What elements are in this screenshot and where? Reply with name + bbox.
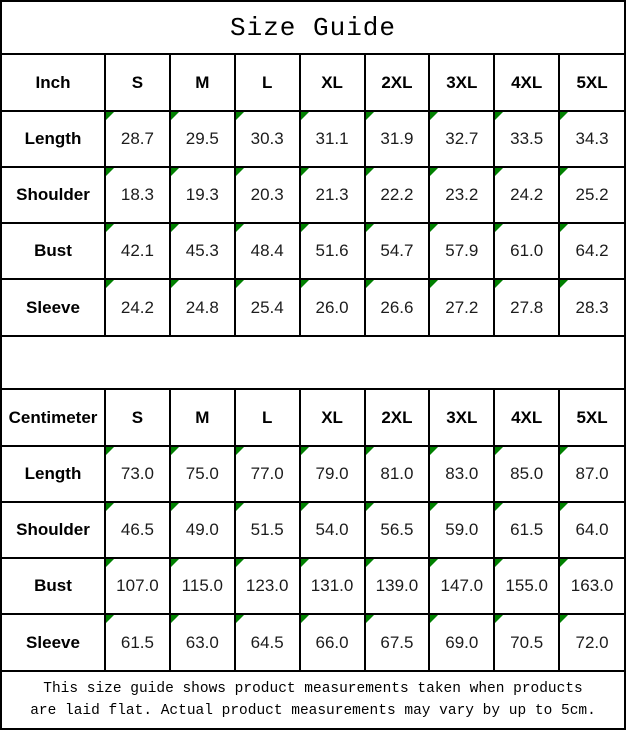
measurement-value-cell — [429, 502, 494, 558]
measurement-value: 72.0 — [575, 632, 609, 652]
green-corner-marker-icon — [495, 559, 503, 567]
measurement-value-cell — [429, 111, 494, 167]
measurement-value-cell — [170, 111, 235, 167]
measurement-value: 54.7 — [380, 241, 414, 260]
green-corner-marker-icon — [301, 559, 309, 567]
measurement-value-cell — [494, 446, 559, 502]
green-corner-marker-icon — [495, 280, 503, 288]
table-row — [2, 614, 624, 670]
inch-size-table — [2, 55, 624, 335]
measurement-value: 64.5 — [250, 632, 284, 652]
measurement-value: 45.3 — [185, 241, 219, 260]
green-corner-marker-icon — [236, 224, 244, 232]
measurement-value: 73.0 — [120, 464, 154, 483]
size-column-header: XL — [300, 390, 365, 446]
green-corner-marker-icon — [301, 280, 309, 288]
measurement-value: 56.5 — [380, 520, 414, 539]
size-column-header: L — [235, 55, 300, 111]
measurement-value-cell — [559, 446, 624, 502]
measurement-value-cell — [170, 614, 235, 670]
measurement-value: 61.5 — [510, 520, 544, 539]
green-corner-marker-icon — [366, 112, 374, 120]
measurement-value: 107.0 — [116, 576, 159, 595]
measurement-label-cell: Bust — [2, 558, 105, 614]
measurement-value: 51.6 — [315, 241, 349, 260]
measurement-value-cell — [494, 279, 559, 335]
measurement-value: 27.2 — [445, 297, 479, 317]
measurement-value: 24.2 — [120, 297, 154, 317]
measurement-value: 18.3 — [120, 185, 154, 204]
measurement-value: 57.9 — [445, 241, 479, 260]
green-corner-marker-icon — [171, 559, 179, 567]
measurement-value: 31.9 — [380, 129, 414, 148]
measurement-value: 32.7 — [445, 129, 479, 148]
green-corner-marker-icon — [171, 224, 179, 232]
measurement-value-cell — [105, 446, 170, 502]
measurement-value: 67.5 — [380, 632, 414, 652]
measurement-value-cell — [300, 502, 365, 558]
measurement-value: 163.0 — [570, 576, 614, 595]
measurement-value-cell — [235, 558, 300, 614]
table-row — [2, 111, 624, 167]
green-corner-marker-icon — [560, 112, 568, 120]
measurement-value-cell — [235, 223, 300, 279]
measurement-value-cell — [365, 558, 430, 614]
green-corner-marker-icon — [430, 559, 438, 567]
measurement-value: 87.0 — [575, 464, 609, 483]
measurement-value: 26.0 — [315, 297, 349, 317]
measurement-value: 54.0 — [315, 520, 349, 539]
measurement-value-cell — [235, 279, 300, 335]
measurement-value-cell — [105, 167, 170, 223]
measurement-value: 69.0 — [445, 632, 479, 652]
size-column-header: M — [170, 390, 235, 446]
measurement-value: 29.5 — [185, 129, 219, 148]
measurement-value-cell — [559, 167, 624, 223]
green-corner-marker-icon — [171, 503, 179, 511]
size-column-header: M — [170, 55, 235, 111]
measurement-value-cell — [365, 446, 430, 502]
size-column-header: L — [235, 390, 300, 446]
measurement-value-cell — [170, 279, 235, 335]
measurement-value-cell — [300, 167, 365, 223]
green-corner-marker-icon — [430, 224, 438, 232]
green-corner-marker-icon — [301, 224, 309, 232]
green-corner-marker-icon — [366, 447, 374, 455]
measurement-value: 30.3 — [250, 129, 284, 148]
measurement-value-cell — [300, 446, 365, 502]
green-corner-marker-icon — [236, 168, 244, 176]
measurement-value: 48.4 — [250, 241, 284, 260]
size-column-header: 5XL — [559, 390, 624, 446]
measurement-value-cell — [300, 614, 365, 670]
green-corner-marker-icon — [495, 224, 503, 232]
green-corner-marker-icon — [106, 168, 114, 176]
measurement-value: 22.2 — [380, 185, 414, 204]
measurement-value: 83.0 — [445, 464, 479, 483]
measurement-value-cell — [105, 223, 170, 279]
green-corner-marker-icon — [106, 503, 114, 511]
size-column-header: 3XL — [429, 55, 494, 111]
measurement-value: 26.6 — [380, 297, 414, 317]
measurement-value: 21.3 — [315, 185, 349, 204]
green-corner-marker-icon — [301, 447, 309, 455]
measurement-value-cell — [365, 279, 430, 335]
green-corner-marker-icon — [560, 447, 568, 455]
green-corner-marker-icon — [560, 503, 568, 511]
green-corner-marker-icon — [366, 168, 374, 176]
measurement-value-cell — [559, 558, 624, 614]
measurement-value: 139.0 — [375, 576, 419, 595]
green-corner-marker-icon — [236, 615, 244, 623]
measurement-value-cell — [494, 502, 559, 558]
measurement-value-cell — [429, 446, 494, 502]
green-corner-marker-icon — [366, 615, 374, 623]
unit-header-cell: Centimeter — [2, 390, 105, 446]
green-corner-marker-icon — [430, 615, 438, 623]
measurement-value: 64.0 — [575, 520, 609, 539]
table-divider-spacer — [2, 335, 624, 390]
measurement-value-cell — [365, 167, 430, 223]
measurement-value: 59.0 — [445, 520, 479, 539]
measurement-value-cell — [235, 614, 300, 670]
green-corner-marker-icon — [366, 224, 374, 232]
measurement-value-cell — [365, 223, 430, 279]
measurement-value: 51.5 — [250, 520, 284, 539]
measurement-value-cell — [559, 279, 624, 335]
measurement-label-cell: Shoulder — [2, 502, 105, 558]
measurement-value-cell — [365, 111, 430, 167]
green-corner-marker-icon — [430, 503, 438, 511]
measurement-value-cell — [559, 223, 624, 279]
footer-note-line: are laid flat. Actual product measurements may vary by up to 5cm. — [30, 703, 596, 719]
size-column-header: 3XL — [429, 390, 494, 446]
measurement-value: 85.0 — [510, 464, 544, 483]
measurement-value-cell — [105, 614, 170, 670]
green-corner-marker-icon — [171, 168, 179, 176]
measurement-value-cell — [300, 558, 365, 614]
measurement-label-cell: Length — [2, 111, 105, 167]
measurement-value: 64.2 — [575, 241, 609, 260]
measurement-value: 70.5 — [510, 632, 544, 652]
measurement-value-cell — [494, 167, 559, 223]
size-column-header: S — [105, 390, 170, 446]
measurement-value-cell — [429, 279, 494, 335]
measurement-value: 19.3 — [185, 185, 219, 204]
measurement-value-cell — [235, 502, 300, 558]
centimeter-size-table — [2, 390, 624, 670]
measurement-value-cell — [235, 167, 300, 223]
green-corner-marker-icon — [301, 503, 309, 511]
green-corner-marker-icon — [236, 112, 244, 120]
green-corner-marker-icon — [560, 280, 568, 288]
green-corner-marker-icon — [301, 615, 309, 623]
measurement-value-cell — [105, 279, 170, 335]
title-row — [2, 2, 624, 55]
table-row — [2, 223, 624, 279]
green-corner-marker-icon — [430, 112, 438, 120]
green-corner-marker-icon — [106, 615, 114, 623]
green-corner-marker-icon — [366, 280, 374, 288]
measurement-value: 79.0 — [315, 464, 349, 483]
measurement-value: 42.1 — [120, 241, 154, 260]
measurement-value: 28.7 — [120, 129, 154, 148]
measurement-value: 63.0 — [185, 632, 219, 652]
measurement-value: 27.8 — [510, 297, 544, 317]
green-corner-marker-icon — [495, 168, 503, 176]
measurement-value-cell — [300, 111, 365, 167]
measurement-value: 147.0 — [440, 576, 484, 595]
measurement-label-cell: Sleeve — [2, 279, 105, 335]
measurement-value: 23.2 — [445, 185, 479, 204]
measurement-value: 28.3 — [575, 297, 609, 317]
measurement-value-cell — [365, 614, 430, 670]
measurement-value-cell — [105, 558, 170, 614]
measurement-value-cell — [170, 446, 235, 502]
measurement-value: 46.5 — [120, 520, 154, 539]
measurement-value: 123.0 — [245, 576, 289, 595]
measurement-value: 81.0 — [380, 464, 414, 483]
measurement-value: 49.0 — [185, 520, 219, 539]
green-corner-marker-icon — [106, 280, 114, 288]
green-corner-marker-icon — [430, 280, 438, 288]
table-row — [2, 502, 624, 558]
green-corner-marker-icon — [495, 112, 503, 120]
measurement-label-cell: Shoulder — [2, 167, 105, 223]
size-column-header: S — [105, 55, 170, 111]
table-row — [2, 446, 624, 502]
green-corner-marker-icon — [495, 615, 503, 623]
measurement-label-cell: Sleeve — [2, 614, 105, 670]
green-corner-marker-icon — [236, 559, 244, 567]
measurement-value: 131.0 — [310, 576, 354, 595]
measurement-value-cell — [170, 167, 235, 223]
measurement-value: 31.1 — [315, 129, 349, 148]
green-corner-marker-icon — [366, 503, 374, 511]
footer-note-line: This size guide shows product measurements taken when products — [43, 681, 583, 697]
measurement-value: 33.5 — [510, 129, 544, 148]
measurement-value: 155.0 — [505, 576, 548, 595]
page-title: Size Guide — [229, 12, 397, 43]
measurement-value-cell — [494, 111, 559, 167]
green-corner-marker-icon — [171, 615, 179, 623]
green-corner-marker-icon — [171, 112, 179, 120]
green-corner-marker-icon — [106, 112, 114, 120]
measurement-label-cell: Length — [2, 446, 105, 502]
table-row — [2, 279, 624, 335]
measurement-value: 77.0 — [250, 464, 284, 483]
measurement-value-cell — [105, 502, 170, 558]
green-corner-marker-icon — [495, 503, 503, 511]
green-corner-marker-icon — [301, 168, 309, 176]
measurement-value-cell — [494, 223, 559, 279]
green-corner-marker-icon — [171, 280, 179, 288]
green-corner-marker-icon — [430, 447, 438, 455]
green-corner-marker-icon — [495, 447, 503, 455]
size-column-header: 4XL — [494, 390, 559, 446]
measurement-value-cell — [559, 614, 624, 670]
green-corner-marker-icon — [106, 224, 114, 232]
measurement-value: 61.5 — [120, 632, 154, 652]
green-corner-marker-icon — [560, 168, 568, 176]
measurement-value-cell — [429, 223, 494, 279]
measurement-value-cell — [170, 558, 235, 614]
green-corner-marker-icon — [236, 280, 244, 288]
size-column-header: 5XL — [559, 55, 624, 111]
measurement-value-cell — [235, 446, 300, 502]
green-corner-marker-icon — [106, 559, 114, 567]
footer-note — [2, 670, 624, 728]
table-row — [2, 167, 624, 223]
inch-header-row — [2, 55, 624, 111]
measurement-value: 61.0 — [510, 241, 544, 260]
measurement-value: 20.3 — [250, 185, 284, 204]
measurement-value-cell — [365, 502, 430, 558]
green-corner-marker-icon — [366, 559, 374, 567]
green-corner-marker-icon — [171, 447, 179, 455]
size-column-header: 2XL — [365, 55, 430, 111]
measurement-value-cell — [170, 502, 235, 558]
measurement-value: 24.2 — [510, 185, 544, 204]
measurement-value-cell — [300, 279, 365, 335]
measurement-value: 34.3 — [575, 129, 609, 148]
green-corner-marker-icon — [236, 503, 244, 511]
green-corner-marker-icon — [236, 447, 244, 455]
measurement-value: 75.0 — [185, 464, 219, 483]
green-corner-marker-icon — [430, 168, 438, 176]
measurement-value-cell — [170, 223, 235, 279]
measurement-value-cell — [559, 502, 624, 558]
measurement-value-cell — [429, 614, 494, 670]
size-column-header: 2XL — [365, 390, 430, 446]
measurement-value-cell — [494, 614, 559, 670]
measurement-value: 25.2 — [575, 185, 609, 204]
measurement-value: 66.0 — [315, 632, 349, 652]
green-corner-marker-icon — [106, 447, 114, 455]
measurement-value-cell — [559, 111, 624, 167]
size-column-header: XL — [300, 55, 365, 111]
green-corner-marker-icon — [560, 615, 568, 623]
measurement-value-cell — [105, 111, 170, 167]
measurement-value-cell — [429, 558, 494, 614]
unit-header-cell: Inch — [2, 55, 105, 111]
measurement-value: 115.0 — [181, 576, 223, 595]
measurement-label-cell: Bust — [2, 223, 105, 279]
size-column-header: 4XL — [494, 55, 559, 111]
measurement-value: 25.4 — [250, 297, 284, 317]
measurement-value-cell — [235, 111, 300, 167]
green-corner-marker-icon — [560, 559, 568, 567]
green-corner-marker-icon — [560, 224, 568, 232]
measurement-value-cell — [300, 223, 365, 279]
table-row — [2, 558, 624, 614]
measurement-value-cell — [429, 167, 494, 223]
centimeter-header-row — [2, 390, 624, 446]
measurement-value-cell — [494, 558, 559, 614]
green-corner-marker-icon — [301, 112, 309, 120]
measurement-value: 24.8 — [185, 297, 219, 317]
